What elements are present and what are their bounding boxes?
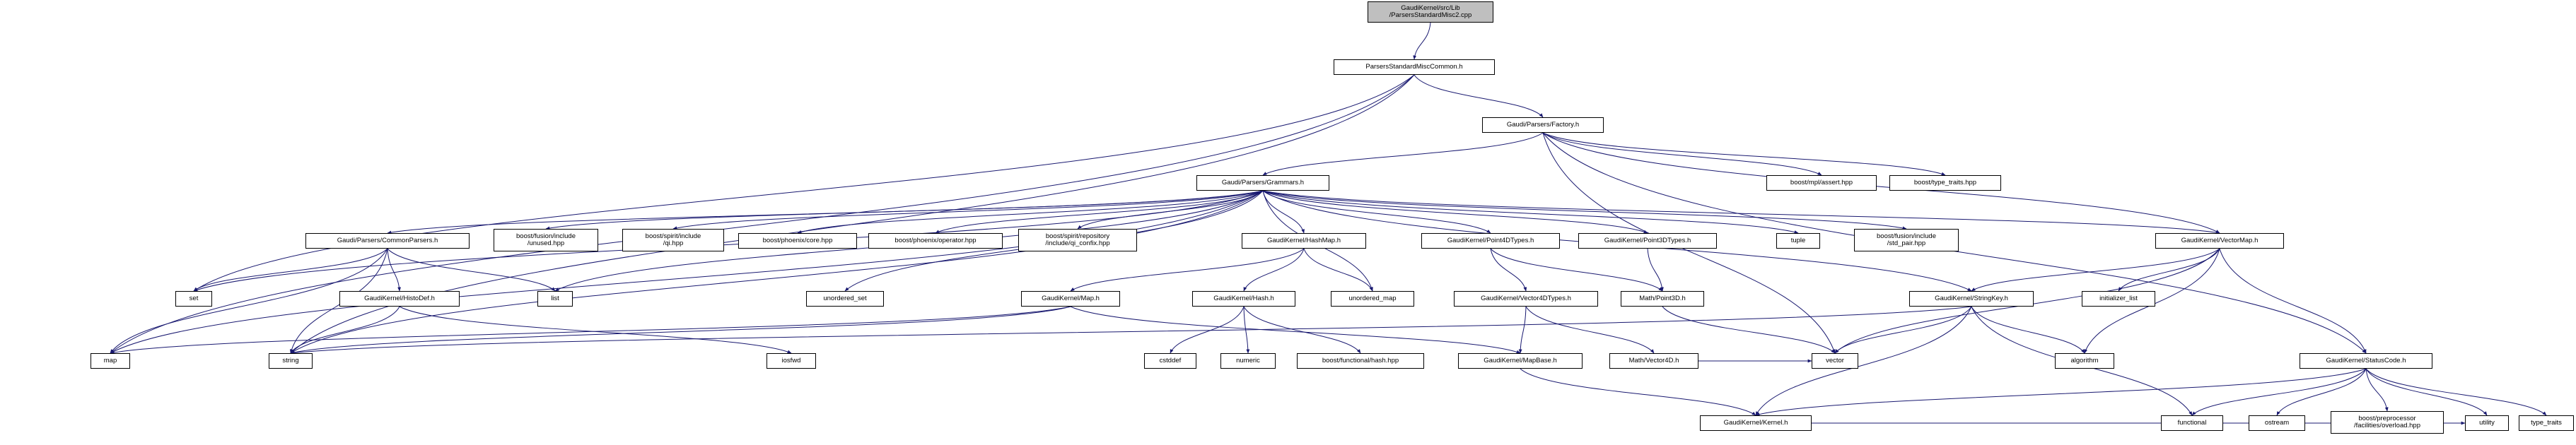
edge-n13-n26 bbox=[1491, 249, 1662, 291]
edge-n17-n28 bbox=[2119, 249, 2220, 291]
graph-node-n26[interactable] bbox=[1621, 291, 1704, 307]
graph-node-n39[interactable] bbox=[2300, 353, 2432, 369]
edge-n3-n13 bbox=[1263, 191, 1491, 233]
graph-node-label: tuple bbox=[1790, 236, 1806, 244]
graph-node-n10[interactable] bbox=[868, 233, 1003, 249]
graph-node-label: boost/functional/hash.hpp bbox=[1322, 356, 1399, 364]
edge-n13-n25 bbox=[1491, 249, 1526, 291]
graph-node-n15[interactable] bbox=[1776, 233, 1820, 249]
edge-n3-n7 bbox=[546, 191, 1263, 229]
edge-n14-n26 bbox=[1648, 249, 1662, 291]
edge-n22-n35 bbox=[1071, 307, 1520, 353]
graph-node-n35[interactable] bbox=[1458, 353, 1583, 369]
edge-n3-n8 bbox=[673, 191, 1263, 229]
edge-n0-n1 bbox=[1414, 23, 1430, 59]
edge-n25-n35 bbox=[1520, 307, 1526, 353]
edge-n39-n43 bbox=[2366, 369, 2387, 411]
graph-node-label: map bbox=[103, 356, 117, 364]
edge-n3-n14 bbox=[1263, 191, 1648, 233]
edge-n17-n27 bbox=[1971, 249, 2220, 291]
edge-n2-n17 bbox=[1543, 133, 2220, 233]
graph-node-n2[interactable] bbox=[1482, 117, 1604, 133]
edge-n6-n18 bbox=[194, 249, 387, 291]
edge-n23-n34 bbox=[1244, 307, 1360, 353]
graph-node-n40[interactable] bbox=[1700, 415, 1812, 431]
edge-n1-n2 bbox=[1414, 75, 1543, 117]
edge-n39-n44 bbox=[2366, 369, 2487, 415]
graph-node-label: unordered_set bbox=[823, 294, 867, 302]
edge-n6-n19 bbox=[387, 249, 400, 291]
graph-node-label: Math/Point3D.h bbox=[1639, 294, 1686, 302]
graph-node-label: /qi.hpp bbox=[663, 239, 684, 247]
graph-node-label: numeric bbox=[1236, 356, 1260, 364]
graph-node-n37[interactable] bbox=[1812, 353, 1858, 369]
edge-n3-n15 bbox=[1263, 191, 1798, 233]
graph-node-label: GaudiKernel/Hash.h bbox=[1213, 294, 1274, 302]
graph-node-label: GaudiKernel/StatusCode.h bbox=[2326, 356, 2406, 364]
graph-node-n28[interactable] bbox=[2082, 291, 2155, 307]
graph-node-n9[interactable] bbox=[738, 233, 857, 249]
edge-n26-n37 bbox=[1662, 307, 1835, 353]
edge-n27-n38 bbox=[1971, 307, 2085, 353]
graph-node-n4[interactable] bbox=[1766, 175, 1877, 191]
graph-node-n23[interactable] bbox=[1192, 291, 1295, 307]
graph-node-label: GaudiKernel/Map.h bbox=[1042, 294, 1100, 302]
edge-n22-n29 bbox=[110, 307, 1071, 353]
graph-node-label: Gaudi/Parsers/Grammars.h bbox=[1221, 178, 1305, 186]
edge-n19-n31 bbox=[400, 307, 791, 353]
graph-node-label: boost/fusion/include bbox=[1877, 232, 1936, 240]
edge-n1-n30 bbox=[291, 75, 1414, 353]
graph-node-label: ParsersStandardMiscCommon.h bbox=[1365, 62, 1463, 71]
edge-n3-n17 bbox=[1263, 191, 2220, 233]
edge-n27-n37 bbox=[1835, 307, 1971, 353]
graph-node-label: initializer_list bbox=[2099, 294, 2138, 302]
graph-node-label: string bbox=[282, 356, 299, 364]
graph-node-label: algorithm bbox=[2070, 356, 2099, 364]
graph-node-label: /std_pair.hpp bbox=[1887, 239, 1926, 247]
graph-node-label: GaudiKernel/Point4DTypes.h bbox=[1447, 236, 1534, 244]
graph-node-n11[interactable] bbox=[1018, 229, 1137, 251]
graph-node-label: list bbox=[551, 294, 559, 302]
edge-n23-n32 bbox=[1170, 307, 1244, 353]
graph-node-label: Gaudi/Parsers/Factory.h bbox=[1506, 120, 1580, 129]
graph-node-n16[interactable] bbox=[1854, 229, 1959, 251]
graph-node-n30[interactable] bbox=[269, 353, 313, 369]
graph-node-label: GaudiKernel/HashMap.h bbox=[1266, 236, 1341, 244]
edge-n39-n41 bbox=[2192, 369, 2366, 415]
graph-node-label: boost/spirit/repository bbox=[1045, 232, 1110, 240]
edge-n22-n30 bbox=[291, 307, 1071, 353]
graph-node-label: GaudiKernel/MapBase.h bbox=[1484, 356, 1557, 364]
graph-node-label: unordered_map bbox=[1348, 294, 1397, 302]
edge-n3-n6 bbox=[387, 191, 1263, 233]
graph-node-n1[interactable] bbox=[1334, 59, 1495, 75]
edge-n3-n10 bbox=[936, 191, 1263, 233]
graph-node-label: ostream bbox=[2264, 418, 2290, 427]
edge-n1-n29 bbox=[110, 75, 1414, 353]
graph-node-label: GaudiKernel/Kernel.h bbox=[1723, 418, 1788, 427]
graph-node-label: boost/type_traits.hpp bbox=[1913, 178, 1977, 186]
graph-node-n42[interactable] bbox=[2249, 415, 2305, 431]
edge-n12-n23 bbox=[1244, 249, 1304, 291]
edge-n3-n16 bbox=[1263, 191, 1906, 229]
graph-node-n20[interactable] bbox=[537, 291, 573, 307]
graph-node-label: boost/phoenix/operator.hpp bbox=[894, 236, 977, 244]
edge-n27-n30 bbox=[291, 307, 1971, 353]
graph-node-label: boost/phoenix/core.hpp bbox=[762, 236, 833, 244]
edge-n23-n33 bbox=[1244, 307, 1248, 353]
edge-n39-n45 bbox=[2366, 369, 2546, 415]
graph-node-n41[interactable] bbox=[2161, 415, 2223, 431]
edge-n39-n42 bbox=[2277, 369, 2366, 415]
graph-node-n27[interactable] bbox=[1909, 291, 2034, 307]
edge-n17-n39 bbox=[2220, 249, 2366, 353]
graph-node-label: Gaudi/Parsers/CommonParsers.h bbox=[337, 236, 438, 244]
graph-node-n29[interactable] bbox=[91, 353, 130, 369]
graph-node-n33[interactable] bbox=[1220, 353, 1276, 369]
graph-node-label: cstddef bbox=[1159, 356, 1182, 364]
graph-node-n25[interactable] bbox=[1454, 291, 1598, 307]
edge-n19-n30 bbox=[291, 307, 400, 353]
graph-node-label: GaudiKernel/VectorMap.h bbox=[2181, 236, 2259, 244]
graph-node-label: utility bbox=[2479, 418, 2495, 427]
graph-node-n6[interactable] bbox=[305, 233, 470, 249]
graph-node-n12[interactable] bbox=[1242, 233, 1366, 249]
edge-n35-n40 bbox=[1520, 369, 1756, 415]
graph-node-n13[interactable] bbox=[1421, 233, 1560, 249]
graph-node-label: boost/fusion/include bbox=[516, 232, 576, 240]
graph-node-label: type_traits bbox=[2531, 418, 2562, 427]
edge-n27-n40 bbox=[1756, 307, 1971, 415]
graph-node-n44[interactable] bbox=[2465, 415, 2509, 431]
graph-node-n3[interactable] bbox=[1196, 175, 1329, 191]
graph-node-n45[interactable] bbox=[2519, 415, 2574, 431]
edge-n39-n40 bbox=[1756, 369, 2366, 415]
graph-node-n5[interactable] bbox=[1889, 175, 2001, 191]
graph-node-label: /unused.hpp bbox=[527, 239, 565, 247]
graph-node-label: boost/spirit/include bbox=[645, 232, 701, 240]
graph-node-n0[interactable] bbox=[1368, 1, 1493, 23]
graph-node-label: set bbox=[189, 294, 199, 302]
graph-node-label: GaudiKernel/StringKey.h bbox=[1935, 294, 2008, 302]
edge-n3-n30 bbox=[291, 191, 1263, 353]
graph-node-label: GaudiKernel/Vector4DTypes.h bbox=[1481, 294, 1571, 302]
graph-node-n19[interactable] bbox=[339, 291, 460, 307]
graph-node-n34[interactable] bbox=[1297, 353, 1424, 369]
graph-node-label: iosfwd bbox=[781, 356, 801, 364]
graph-node-n8[interactable] bbox=[622, 229, 724, 251]
graph-node-n22[interactable] bbox=[1021, 291, 1120, 307]
graph-node-label: vector bbox=[1826, 356, 1844, 364]
edge-n3-n9 bbox=[798, 191, 1263, 233]
graph-node-label: /include/qi_confix.hpp bbox=[1045, 239, 1110, 247]
graph-node-label: boost/preprocessor bbox=[2358, 414, 2416, 422]
graph-node-label: functional bbox=[2177, 418, 2207, 427]
graph-node-label: /ParsersStandardMisc2.cpp bbox=[1389, 11, 1472, 19]
edge-n12-n22 bbox=[1071, 249, 1304, 291]
edge-n2-n3 bbox=[1263, 133, 1543, 175]
graph-node-n14[interactable] bbox=[1578, 233, 1717, 249]
graph-node-n17[interactable] bbox=[2155, 233, 2284, 249]
graph-node-n36[interactable] bbox=[1609, 353, 1698, 369]
edge-n2-n5 bbox=[1543, 133, 1945, 175]
edge-n3-n11 bbox=[1078, 191, 1263, 229]
edge-n12-n24 bbox=[1304, 249, 1372, 291]
graph-node-label: Math/Vector4D.h bbox=[1628, 356, 1679, 364]
graph-node-n7[interactable] bbox=[494, 229, 598, 251]
graph-node-label: GaudiKernel/HistoDef.h bbox=[364, 294, 435, 302]
graph-node-n21[interactable] bbox=[806, 291, 884, 307]
edge-n3-n12 bbox=[1263, 191, 1304, 233]
edge-n25-n36 bbox=[1526, 307, 1654, 353]
graph-node-label: GaudiKernel/Point3DTypes.h bbox=[1604, 236, 1691, 244]
graph-node-label: boost/mpl/assert.hpp bbox=[1790, 178, 1853, 186]
edge-n2-n4 bbox=[1543, 133, 1822, 175]
graph-node-n31[interactable] bbox=[767, 353, 816, 369]
graph-node-n32[interactable] bbox=[1144, 353, 1196, 369]
edge-n6-n20 bbox=[387, 249, 555, 291]
edge-n3-n29 bbox=[110, 191, 1263, 353]
graph-node-n18[interactable] bbox=[175, 291, 212, 307]
graph-node-n38[interactable] bbox=[2055, 353, 2114, 369]
graph-node-n24[interactable] bbox=[1331, 291, 1414, 307]
graph-node-n43[interactable] bbox=[2331, 411, 2444, 434]
graph-node-label: /facilities/overload.hpp bbox=[2354, 422, 2420, 429]
graph-node-label: GaudiKernel/src/Lib bbox=[1401, 4, 1460, 12]
